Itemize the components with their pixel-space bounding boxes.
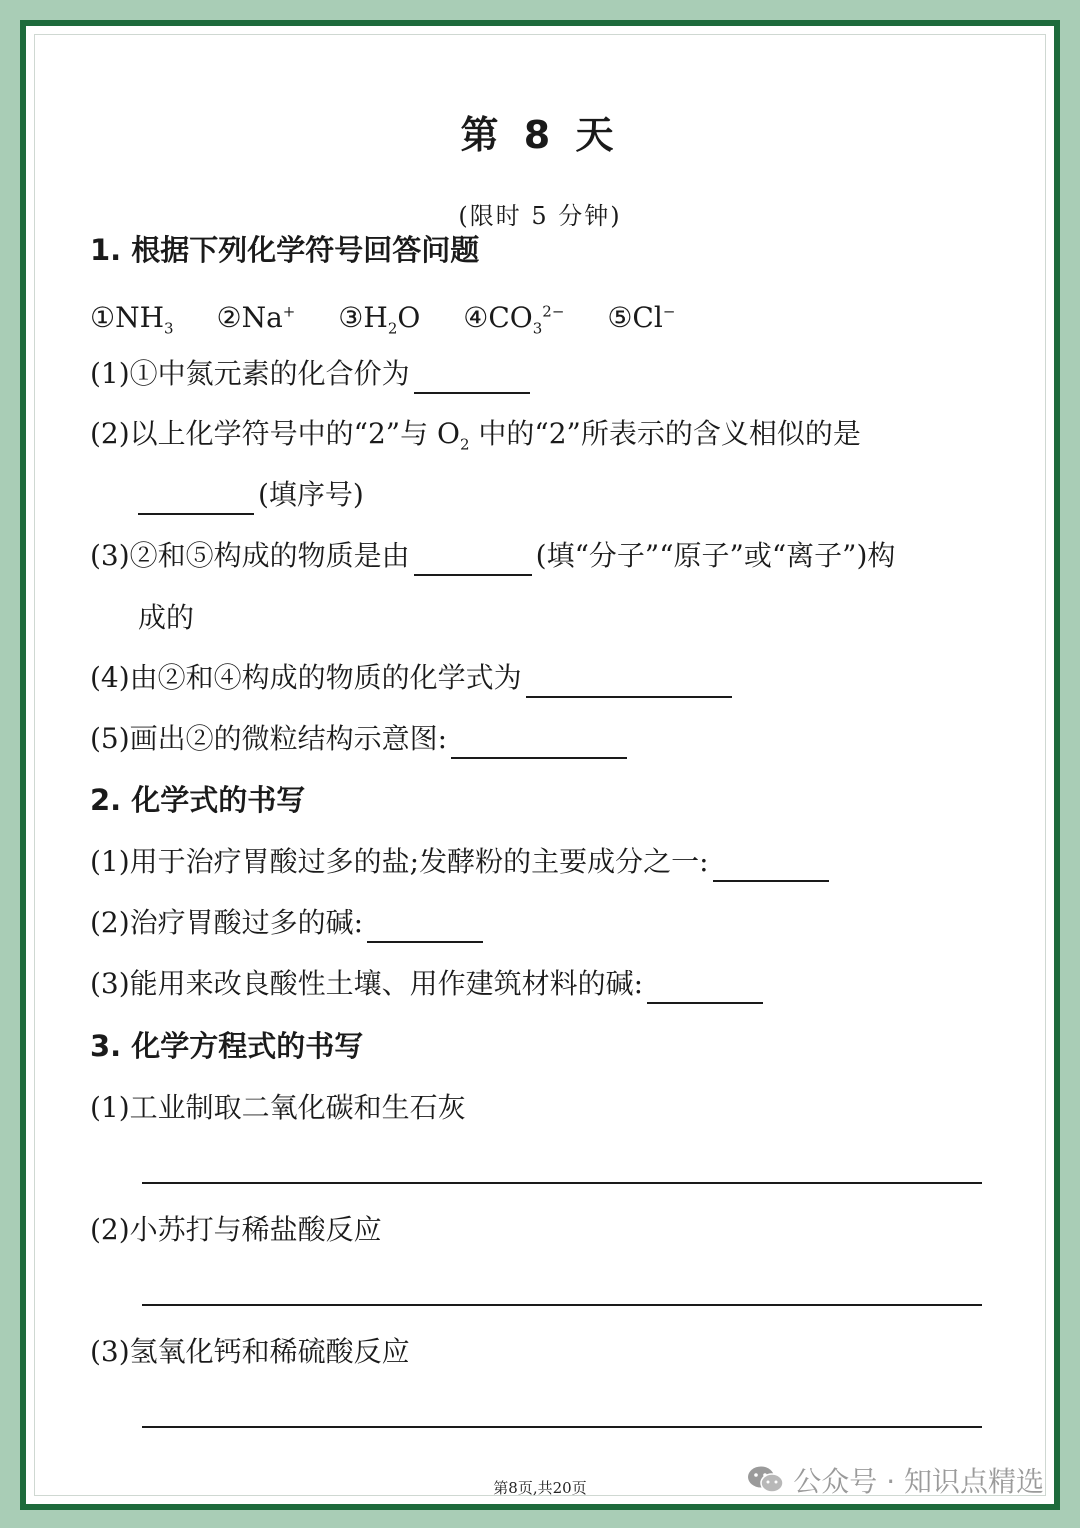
worksheet-page xyxy=(20,20,1060,1510)
symbol-co3-ion: $④CO_3^{2-}$ xyxy=(463,301,565,338)
q1-part3-cont: 成的 xyxy=(138,601,195,634)
page-footer: 第8页,共20页 xyxy=(493,1479,587,1497)
answer-blank[interactable] xyxy=(647,970,763,1004)
wechat-icon xyxy=(747,1465,785,1495)
time-limit: (限时 5 分钟) xyxy=(458,202,622,230)
q1-part1: (1)①中氮元素的化合价为 xyxy=(90,354,534,394)
q3-heading: 3. 化学方程式的书写 xyxy=(90,1029,364,1063)
q1-symbol-list xyxy=(90,292,709,349)
watermark-text: 公众号 · 知识点精选 xyxy=(793,1465,1044,1498)
answer-blank[interactable] xyxy=(414,542,532,576)
symbol-na-ion: ②Na+ xyxy=(216,301,296,335)
answer-line[interactable] xyxy=(142,1304,982,1306)
q3-part3: (3)氢氧化钙和稀硫酸反应 xyxy=(90,1335,410,1368)
answer-line[interactable] xyxy=(142,1182,982,1184)
symbol-cl-ion: ⑤Cl− xyxy=(607,301,676,335)
q1-part2: (2)以上化学符号中的“2”与 $O_2$ 中的“2”所表示的含义相似的是 xyxy=(90,417,861,454)
answer-blank[interactable] xyxy=(451,725,627,759)
q2-part3: (3)能用来改良酸性土壤、用作建筑材料的碱: xyxy=(90,964,767,1004)
q3-part2: (2)小苏打与稀盐酸反应 xyxy=(90,1213,382,1246)
answer-blank[interactable] xyxy=(138,481,254,515)
answer-blank[interactable] xyxy=(713,848,829,882)
symbol-nh3: $①NH_3$ xyxy=(90,301,174,338)
q1-heading: 1. 根据下列化学符号回答问题 xyxy=(90,233,480,267)
q2-part1: (1)用于治疗胃酸过多的盐;发酵粉的主要成分之一: xyxy=(90,842,833,882)
q1-part2-cont: (填序号) xyxy=(138,475,364,515)
answer-blank[interactable] xyxy=(414,360,530,394)
q2-part2: (2)治疗胃酸过多的碱: xyxy=(90,903,487,943)
page-title: 第 8 天 xyxy=(460,113,620,157)
q3-part1: (1)工业制取二氧化碳和生石灰 xyxy=(90,1091,466,1124)
q2-heading: 2. 化学式的书写 xyxy=(90,783,306,817)
answer-blank[interactable] xyxy=(367,909,483,943)
answer-blank[interactable] xyxy=(526,664,732,698)
symbol-h2o: $③H_2O$ xyxy=(338,301,421,338)
q1-part4: (4)由②和④构成的物质的化学式为 xyxy=(90,658,736,698)
q1-part5: (5)画出②的微粒结构示意图: xyxy=(90,719,631,759)
q1-part3: (3)②和⑤构成的物质是由 (填“分子”“原子”或“离子”)构 xyxy=(90,536,895,576)
answer-line[interactable] xyxy=(142,1426,982,1428)
wechat-watermark xyxy=(747,1460,1044,1500)
